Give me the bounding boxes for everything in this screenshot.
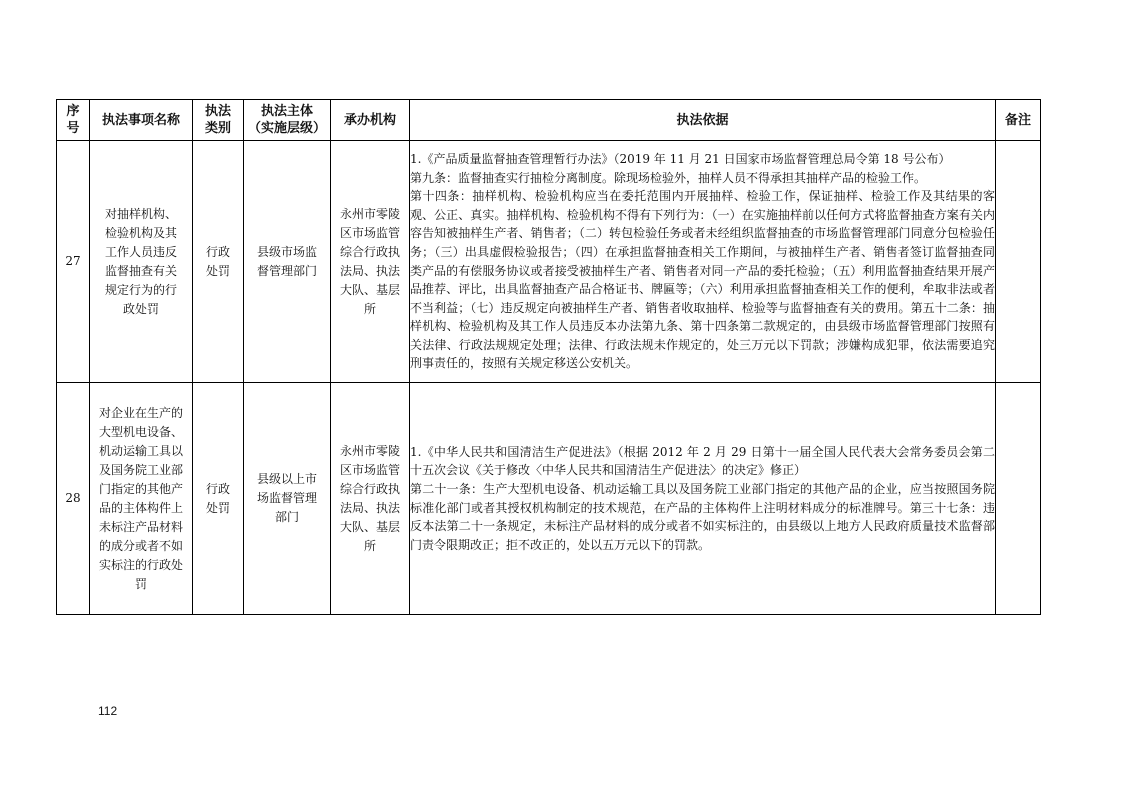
basis-paragraph: 第九条：监督抽查实行抽检分离制度。除现场检验外，抽样人员不得承担其抽样产品的检验工作。: [410, 170, 927, 185]
row-basis: [410, 141, 996, 383]
row-remarks: [996, 383, 1041, 615]
row-basis: [410, 383, 996, 615]
header-subject-line2: （实施层级）: [247, 121, 326, 136]
page-number: 112: [98, 704, 118, 718]
row-category: 行政处罚: [193, 383, 244, 615]
row-subject: 县级以上市场监督管理部门: [244, 383, 331, 615]
row-seq: 28: [57, 383, 90, 615]
basis-paragraph: 第二十一条：生产大型机电设备、机动运输工具以及国务院工业部门指定的其他产品的企业，应当按照国务院标准化部门或者其授权机构制定的技术规范，在产品的主体构件上注明材料成分的标准牌号。第三十七条：违反本法第二十一条规定，未标注产品材料的成分或者不如实标注的，由县级以上地方人民政府质量技术监督部门责令限期改正；拒不改正的，处以五万元以下的罚款。: [410, 481, 995, 552]
header-category: 执法类别: [193, 100, 244, 141]
row-subject: 县级市场监督管理部门: [244, 141, 331, 383]
header-remarks: 备注: [996, 100, 1041, 141]
row-item-name: 对企业在生产的大型机电设备、机动运输工具以及国务院工业部门指定的其他产品的主体构件上未标注产品材料的成分或者不如实标注的行政处罚: [90, 383, 193, 615]
basis-paragraph: 第十四条：抽样机构、检验机构应当在委托范围内开展抽样、检验工作，保证抽样、检验工作及其结果的客观、公正、真实。抽样机构、检验机构不得有下列行为：（一）在实施抽样前以任何方式将监督抽查方案有关内容告知被抽样生产者、销售者；（二）转包检验任务或者未经组织监督抽查的市场监督管理部门同意分包检验任务；（三）出具虚假检验报告；（四）在承担监督抽查相关工作期间，与被抽样生产者、销售者签订监督抽查同类产品的有偿服务协议或者接受被抽样生产者、销售者对同一产品的委托检验；（五）利用监督抽查结果开展产品推荐、评比，出具监督抽查产品合格证书、牌匾等；（六）利用承担监督抽查相关工作的便利，牟取非法或者不当利益；（七）违反规定向被抽样生产者、销售者收取抽样、检验等与监督抽查有关的费用。第五十二条：抽样机构、检验机构及其工作人员违反本办法第九条、第十四条第二款规定的，由县级市场监督管理部门按照有关法律、行政法规规定处理；法律、行政法规未作规定的，处三万元以下罚款；涉嫌构成犯罪，依法需要追究刑事责任的，按照有关规定移送公安机关。: [410, 189, 995, 371]
row-category: 行政处罚: [193, 141, 244, 383]
row-seq: 27: [57, 141, 90, 383]
header-subject: [244, 100, 331, 141]
table-row: [57, 383, 1041, 615]
row-agency: 永州市零陵区市场监管综合行政执法局、执法大队、基层所: [331, 141, 410, 383]
header-basis: 执法依据: [410, 100, 996, 141]
header-seq: 序号: [57, 100, 90, 141]
basis-paragraph: 1.《中华人民共和国清洁生产促进法》（根据 2012 年 2 月 29 日第十一届全国人民代表大会常务委员会第二十五次会议《关于修改〈中华人民共和国清洁生产促进法〉的决定》修正）: [410, 444, 995, 478]
row-remarks: [996, 141, 1041, 383]
header-subject-line1: 执法主体: [260, 104, 313, 119]
header-item-name: 执法事项名称: [90, 100, 193, 141]
header-agency: 承办机构: [331, 100, 410, 141]
enforcement-items-table: [56, 99, 1041, 615]
row-agency: 永州市零陵区市场监管综合行政执法局、执法大队、基层所: [331, 383, 410, 615]
row-item-name: 对抽样机构、检验机构及其工作人员违反监督抽查有关规定行为的行政处罚: [90, 141, 193, 383]
basis-paragraph: 1.《产品质量监督抽查管理暂行办法》（2019 年 11 月 21 日国家市场监督管理总局令第 18 号公布）: [410, 151, 951, 166]
table-header-row: [57, 100, 1041, 141]
table-row: [57, 141, 1041, 383]
